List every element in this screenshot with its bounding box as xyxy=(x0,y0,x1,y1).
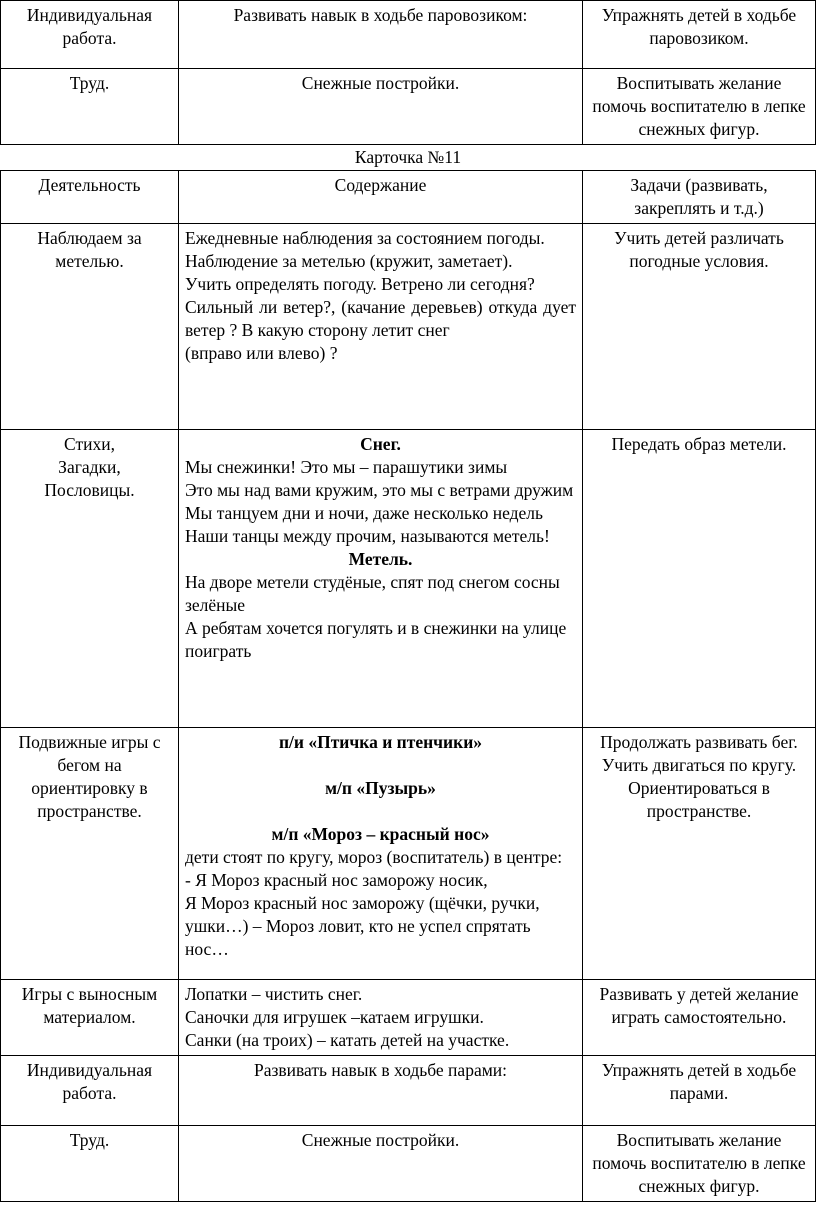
content-line: Лопатки – чистить снег. xyxy=(185,984,363,1004)
poem-line: Это мы над вами кружим, это мы с ветрами дружим xyxy=(185,480,574,500)
tasks-cell: Упражнять детей в ходьбе парами. xyxy=(583,1056,816,1126)
activity-cell: Игры с выносным материалом. xyxy=(1,980,179,1056)
game-line: Я Мороз красный нос заморожу (щёчки, ручки, ушки…) – Мороз ловит, кто не успел спрятать нос… xyxy=(185,893,540,959)
tasks-cell: Учить детей различать погодные условия. xyxy=(583,224,816,430)
table-row xyxy=(1,728,816,980)
table-row xyxy=(1,1,816,69)
poem-line: Наши танцы между прочим, называются метель! xyxy=(185,526,550,546)
previous-card-table xyxy=(0,0,816,145)
content-line: Ежедневные наблюдения за состоянием погоды. xyxy=(185,228,545,248)
activity-line: Пословицы. xyxy=(44,480,135,500)
content-line: Наблюдение за метелью (кружит, заметает). xyxy=(185,251,513,271)
tasks-cell: Упражнять детей в ходьбе паровозиком. xyxy=(583,1,816,69)
activity-cell: Подвижные игры с бегом на ориентировку в пространстве. xyxy=(1,728,179,980)
spacer xyxy=(185,800,576,823)
content-cell: Развивать навык в ходьбе парами: xyxy=(179,1056,583,1126)
poem-line: Мы снежинки! Это мы – парашутики зимы xyxy=(185,457,508,477)
content-line: Саночки для игрушек –катаем игрушки. xyxy=(185,1007,484,1027)
content-line: Учить определять погоду. Ветрено ли сегодня? xyxy=(185,274,535,294)
table-row xyxy=(1,430,816,728)
tasks-cell xyxy=(583,728,816,980)
activity-cell: Труд. xyxy=(1,1126,179,1202)
activity-cell: Труд. xyxy=(1,69,179,145)
content-cell xyxy=(179,728,583,980)
header-content: Содержание xyxy=(179,171,583,224)
poem-line: Мы танцуем дни и ночи, даже несколько недель xyxy=(185,503,543,523)
content-cell: Развивать навык в ходьбе паровозиком: xyxy=(179,1,583,69)
poem-title: Метель. xyxy=(348,549,413,569)
poem-title: Снег. xyxy=(360,434,401,454)
activity-cell: Индивидуальная работа. xyxy=(1,1,179,69)
header-activity: Деятельность xyxy=(1,171,179,224)
activity-line: Загадки, xyxy=(58,457,121,477)
content-line: Сильный ли ветер?, (качание деревьев) откуда дует ветер ? В какую сторону летит снег xyxy=(185,297,576,340)
poem-line: А ребятам хочется погулять и в снежинки на улице поиграть xyxy=(185,618,567,661)
table-row xyxy=(1,1126,816,1202)
spacer xyxy=(185,754,576,777)
content-line: Санки (на троих) – катать детей на участке. xyxy=(185,1030,510,1050)
game-line: - Я Мороз красный нос заморожу носик, xyxy=(185,870,488,890)
content-cell xyxy=(179,224,583,430)
task-line: Учить двигаться по кругу. Ориентироваться в пространстве. xyxy=(601,755,797,821)
activity-line: Стихи, xyxy=(64,434,115,454)
game-line: дети стоят по кругу, мороз (воспитатель) в центре: xyxy=(185,847,563,867)
activity-cell: Наблюдаем за метелью. xyxy=(1,224,179,430)
header-tasks: Задачи (развивать, закреплять и т.д.) xyxy=(583,171,816,224)
table-row xyxy=(1,69,816,145)
content-cell: Снежные постройки. xyxy=(179,69,583,145)
activity-cell xyxy=(1,430,179,728)
header-row xyxy=(1,171,816,224)
game-title: п/и «Птичка и птенчики» xyxy=(278,732,483,752)
card-title: Карточка №11 xyxy=(354,147,462,167)
activity-cell: Индивидуальная работа. xyxy=(1,1056,179,1126)
content-cell xyxy=(179,980,583,1056)
tasks-cell: Воспитывать желание помочь воспитателю в лепке снежных фигур. xyxy=(583,69,816,145)
tasks-cell: Передать образ метели. xyxy=(583,430,816,728)
table-row xyxy=(1,980,816,1056)
table-row xyxy=(1,1056,816,1126)
task-line: Продолжать развивать бег. xyxy=(600,732,798,752)
table-row xyxy=(1,224,816,430)
poem-line: На дворе метели студёные, спят под снегом сосны зелёные xyxy=(185,572,560,615)
tasks-cell: Воспитывать желание помочь воспитателю в лепке снежных фигур. xyxy=(583,1126,816,1202)
game-title: м/п «Мороз – красный нос» xyxy=(271,824,490,844)
card-table xyxy=(0,170,816,1202)
content-cell xyxy=(179,430,583,728)
game-title: м/п «Пузырь» xyxy=(325,778,436,798)
content-line: (вправо или влево) ? xyxy=(185,343,338,363)
tasks-cell: Развивать у детей желание играть самостоятельно. xyxy=(583,980,816,1056)
content-cell: Снежные постройки. xyxy=(179,1126,583,1202)
